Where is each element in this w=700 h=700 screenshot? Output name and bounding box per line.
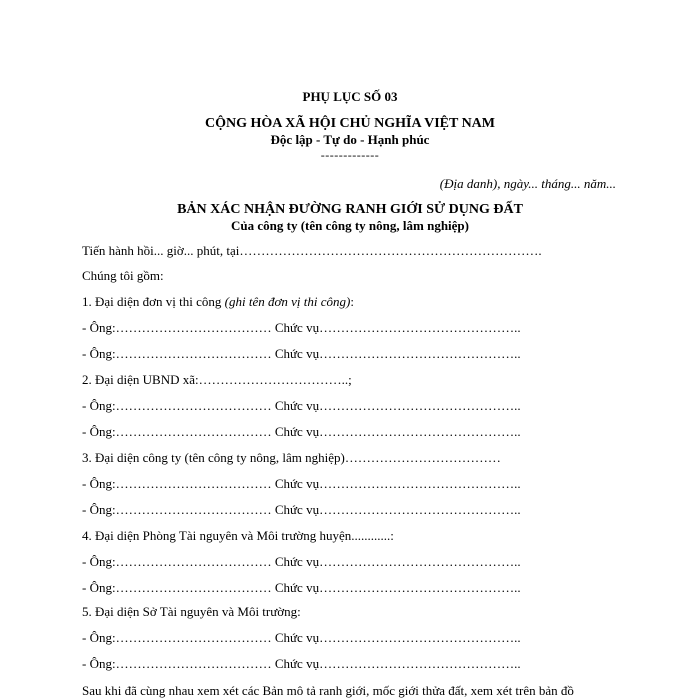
rep5-heading: 5. Đại diện Sở Tài nguyên và Môi trường: — [82, 604, 301, 619]
national-motto: Độc lập - Tự do - Hạnh phúc — [270, 132, 430, 147]
country-name: CỘNG HÒA XÃ HỘI CHỦ NGHĨA VIỆT NAM — [204, 116, 495, 131]
rep1-colon: : — [350, 294, 354, 309]
header-separator: ------------- — [320, 148, 380, 162]
rep1-person-2: - Ông:……………………………… Chức vụ……………………………………….. — [82, 346, 521, 361]
rep5-person-2: - Ông:……………………………… Chức vụ……………………………………….. — [82, 656, 521, 671]
rep3-person-1: - Ông:……………………………… Chức vụ……………………………………….. — [82, 476, 521, 491]
rep1-heading — [82, 294, 354, 310]
rep2-heading: 2. Đại diện UBND xã:……………………………..; — [82, 372, 352, 387]
rep4-person-2: - Ông:……………………………… Chức vụ……………………………………….. — [82, 580, 521, 595]
document-subtitle: Của công ty (tên công ty nông, lâm nghiệp) — [231, 218, 469, 233]
rep3-heading: 3. Đại diện công ty (tên công ty nông, lâm nghiệp)……………………………… — [82, 450, 501, 465]
rep1-note: (ghi tên đơn vị thi công) — [224, 294, 351, 309]
document-title: BẢN XÁC NHẬN ĐƯỜNG RANH GIỚI SỬ DỤNG ĐẤT — [177, 202, 523, 217]
attendees-heading: Chúng tôi gồm: — [82, 268, 164, 283]
rep1-person-1: - Ông:……………………………… Chức vụ……………………………………….. — [82, 320, 521, 335]
rep2-person-2: - Ông:……………………………… Chức vụ……………………………………….. — [82, 424, 521, 439]
rep5-person-1: - Ông:……………………………… Chức vụ……………………………………….. — [82, 630, 521, 645]
rep3-person-2: - Ông:……………………………… Chức vụ……………………………………….. — [82, 502, 521, 517]
rep1-label: 1. Đại diện đơn vị thi công — [82, 294, 225, 309]
closing-paragraph: Sau khi đã cùng nhau xem xét các Bản mô tả ranh giới, mốc giới thửa đất, xem xét trên bản đồ — [82, 683, 574, 698]
rep4-person-1: - Ông:……………………………… Chức vụ……………………………………….. — [82, 554, 521, 569]
rep2-person-1: - Ông:……………………………… Chức vụ……………………………………….. — [82, 398, 521, 413]
opening-line: Tiến hành hồi... giờ... phút, tại……………………………………………………………. — [82, 243, 542, 258]
appendix-label: PHỤ LỤC SỐ 03 — [302, 89, 398, 104]
place-date: (Địa danh), ngày... tháng... năm... — [439, 176, 616, 191]
rep4-heading: 4. Đại diện Phòng Tài nguyên và Môi trường huyện............: — [82, 528, 394, 543]
